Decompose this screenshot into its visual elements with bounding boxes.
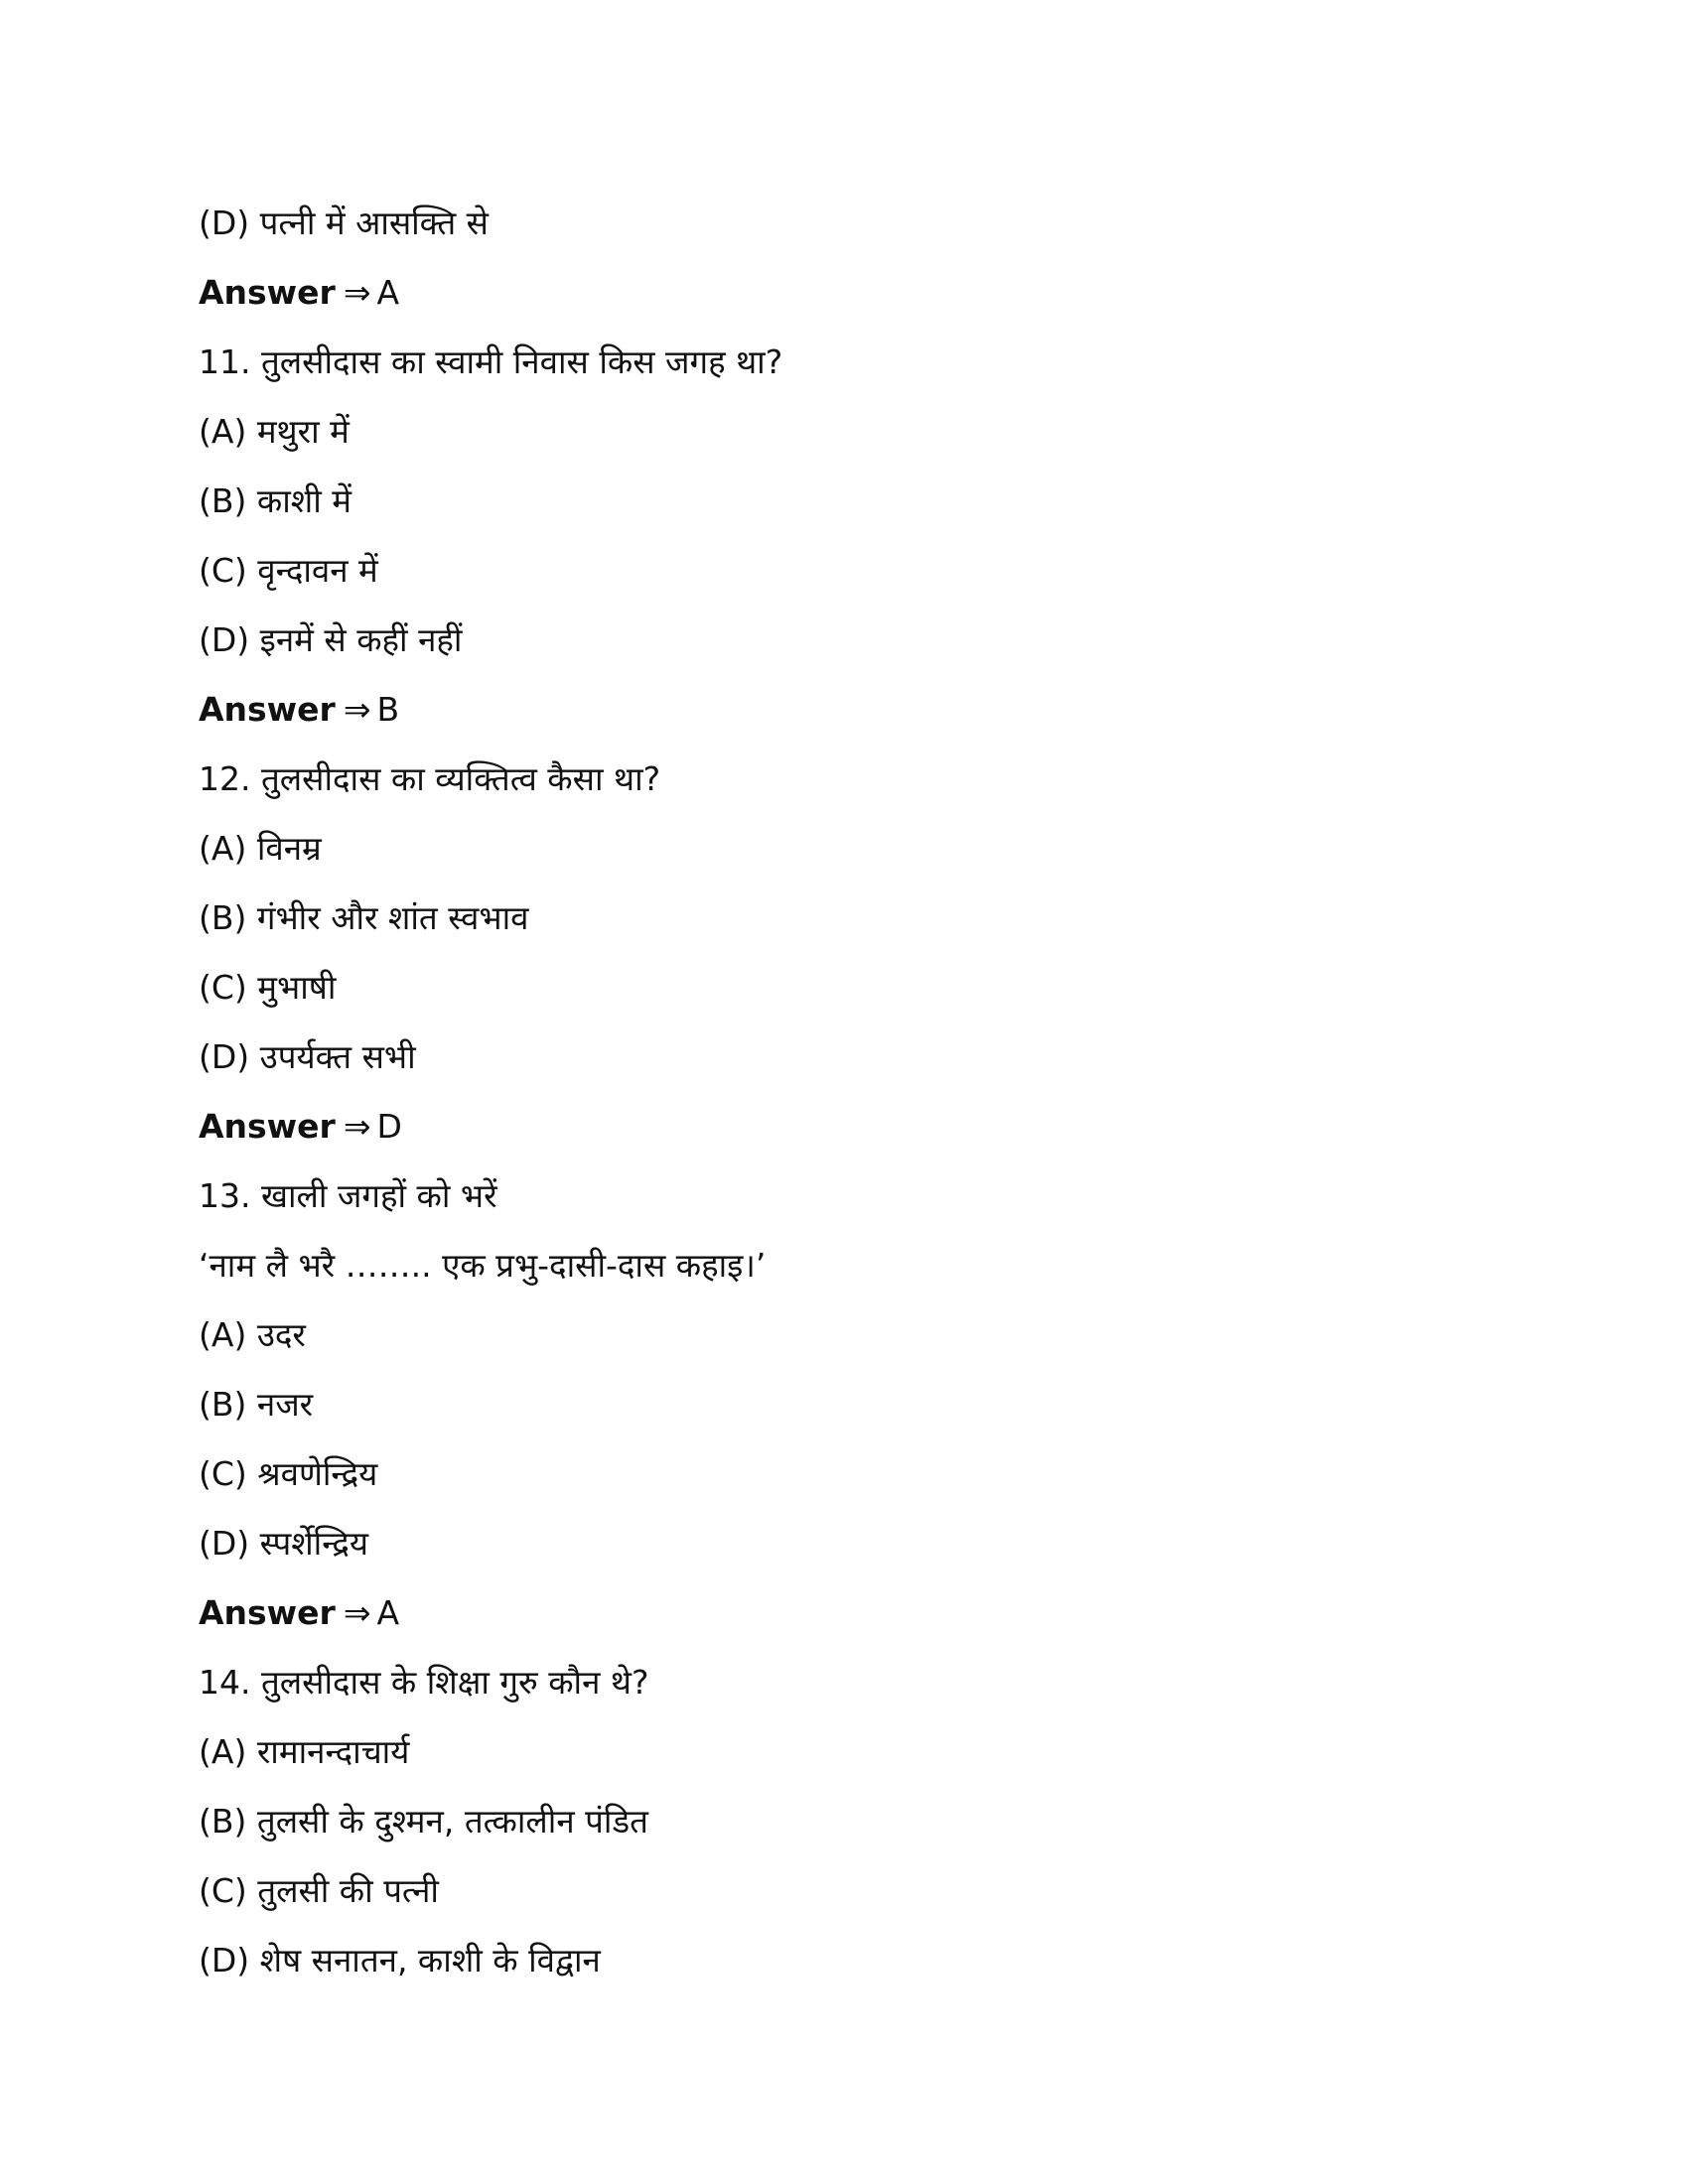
answer-value: A <box>376 1593 400 1632</box>
question-text: 11. तुलसीदास का स्वामी निवास किस जगह था? <box>199 342 783 381</box>
option-text: (D) शेष सनातन, काशी के विद्वान <box>199 1941 601 1979</box>
answer-arrow: ⇒ <box>343 1107 371 1146</box>
option-text: (A) उदर <box>199 1315 306 1354</box>
answer-line <box>199 258 1489 328</box>
answer-line <box>199 1578 1489 1648</box>
option-text: (D) पत्नी में आसक्ति से <box>199 204 489 242</box>
option-text: (A) रामानन्दाचार्य <box>199 1732 410 1771</box>
option-text: (B) तुलसी के दुश्मन, तत्कालीन पंडित <box>199 1802 648 1841</box>
answer-label: Answer <box>199 1107 336 1146</box>
question-text: 12. तुलसीदास का व्यक्तित्व कैसा था? <box>199 759 661 798</box>
answer-line <box>199 675 1489 745</box>
option-text: (C) श्रवणेन्द्रिय <box>199 1454 378 1493</box>
question-text: 14. तुलसीदास के शिक्षा गुरु कौन थे? <box>199 1663 649 1702</box>
answer-arrow: ⇒ <box>343 690 371 729</box>
option-text: (D) इनमें से कहीं नहीं <box>199 620 463 659</box>
option-text: (C) तुलसी की पत्नी <box>199 1871 439 1910</box>
option-text: (D) उपर्यक्त सभी <box>199 1037 416 1076</box>
question-text: 13. खाली जगहों को भरें <box>199 1176 497 1215</box>
option-text: (C) मुभाषी <box>199 968 337 1007</box>
answer-label: Answer <box>199 690 336 729</box>
document-page <box>199 189 1489 1995</box>
answer-label: Answer <box>199 1593 336 1632</box>
answer-value: A <box>376 273 400 312</box>
option-text: (D) स्पर्शेन्द्रिय <box>199 1524 369 1563</box>
option-text: (A) मथुरा में <box>199 412 350 451</box>
answer-value: D <box>376 1107 402 1146</box>
question-text: ‘नाम लै भरै …….. एक प्रभु-दासी-दास कहाइ।’ <box>199 1246 767 1285</box>
answer-value: B <box>376 690 400 729</box>
answer-label: Answer <box>199 273 336 312</box>
answer-arrow: ⇒ <box>343 1593 371 1632</box>
answer-arrow: ⇒ <box>343 273 371 312</box>
option-text: (A) विनम्र <box>199 829 322 868</box>
option-text: (B) नजर <box>199 1385 314 1424</box>
option-text: (C) वृन्दावन में <box>199 551 378 590</box>
answer-line <box>199 1092 1489 1161</box>
option-text: (B) काशी में <box>199 481 352 520</box>
option-text: (B) गंभीर और शांत स्वभाव <box>199 898 529 937</box>
